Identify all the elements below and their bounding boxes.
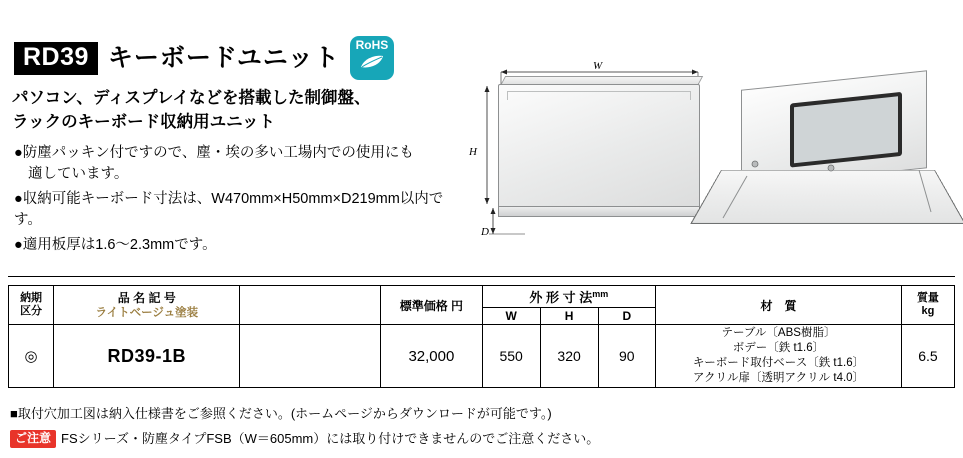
dimension-label-d: D (481, 226, 489, 238)
description-line-2: ラックのキーボード収納用ユニット (12, 113, 276, 131)
table-row (9, 325, 955, 388)
header-name-code-sub: ライトベージュ塗装 (95, 306, 199, 319)
front-view-body (498, 84, 700, 208)
rohs-label: RoHS (355, 38, 389, 52)
header-price: 標準価格 円 (381, 286, 483, 325)
header-dim-h: H (540, 308, 598, 325)
material-line-0: テーブル〔ABS樹脂〕 (721, 327, 836, 339)
product-description (12, 86, 452, 134)
material-line-1: ボデー〔鉄 t1.6〕 (732, 342, 825, 354)
cell-dim-w: 550 (482, 325, 540, 388)
front-view-bottom-lip (498, 206, 700, 217)
header-blank (240, 286, 381, 325)
table-top-rule (8, 276, 955, 277)
list-item (14, 235, 464, 256)
feature-main-1: ●収納可能キーボード寸法は、W470mm×H50mm×D219mm以内です。 (14, 191, 444, 228)
header-weight-main: 質量 (916, 292, 939, 304)
cell-material (656, 325, 902, 388)
leaf-icon (359, 54, 385, 70)
cell-dim-h: 320 (540, 325, 598, 388)
dimension-label-w: W (593, 60, 603, 72)
cell-weight: 6.5 (901, 325, 954, 388)
cell-dim-d: 90 (598, 325, 655, 388)
note-caution (10, 429, 950, 449)
note-caution-text: FSシリーズ・防塵タイプFSB（W＝605mm）には取り付けできませんのでご注意ください。 (61, 431, 600, 446)
feature-list (14, 143, 464, 260)
header-weight (901, 286, 954, 325)
product-header (14, 36, 394, 80)
header-name-code (54, 286, 240, 325)
dimension-label-h: H (469, 146, 477, 158)
header-weight-unit: kg (921, 305, 935, 317)
feature-main-2: ●適用板厚は1.6～2.3mmです。 (14, 237, 217, 253)
header-dim-w: W (482, 308, 540, 325)
open-unit-view (713, 72, 943, 247)
table-header-row (9, 286, 955, 308)
header-delivery (9, 286, 54, 325)
header-dimensions-main: 外 形 寸 法 (529, 290, 593, 305)
description-line-1: パソコン、ディスプレイなどを搭載した制御盤、 (12, 89, 371, 107)
specification-table (8, 285, 955, 388)
cell-delivery: ◎ (9, 325, 54, 388)
product-drawings (455, 58, 955, 258)
header-dimensions-unit: mm (592, 289, 609, 299)
list-item (14, 189, 464, 231)
footer-notes (10, 404, 950, 454)
header-delivery-line2: 区分 (20, 305, 43, 317)
unit-detail-lines (713, 72, 943, 247)
feature-main-0: ●防塵パッキン付ですので、塵・埃の多い工場内での使用にも (14, 145, 414, 161)
page-title: キーボードユニット (107, 43, 340, 72)
header-delivery-line1: 納期 (20, 292, 43, 304)
header-dimensions (482, 286, 655, 308)
cell-model: RD39-1B (54, 325, 240, 388)
material-line-3: アクリル扉〔透明アクリル t4.0〕 (692, 372, 865, 384)
header-material: 材 質 (656, 286, 902, 325)
feature-sub-0: 適しています。 (28, 166, 129, 182)
note-installation: ■取付穴加工図は納入仕様書をご参照ください。(ホームページからダウンロードが可能です。) (10, 406, 552, 421)
header-dim-d: D (598, 308, 655, 325)
caution-badge: ご注意 (10, 430, 56, 448)
material-line-2: キーボード取付ベース〔鉄 t1.6〕 (692, 357, 865, 369)
list-item (14, 143, 464, 185)
cell-blank (240, 325, 381, 388)
model-code-badge: RD39 (14, 42, 98, 75)
header-name-code-main: 品 名 記 号 (117, 290, 176, 305)
rohs-badge (350, 36, 394, 80)
cell-price: 32,000 (381, 325, 483, 388)
front-view-seam (507, 91, 691, 100)
